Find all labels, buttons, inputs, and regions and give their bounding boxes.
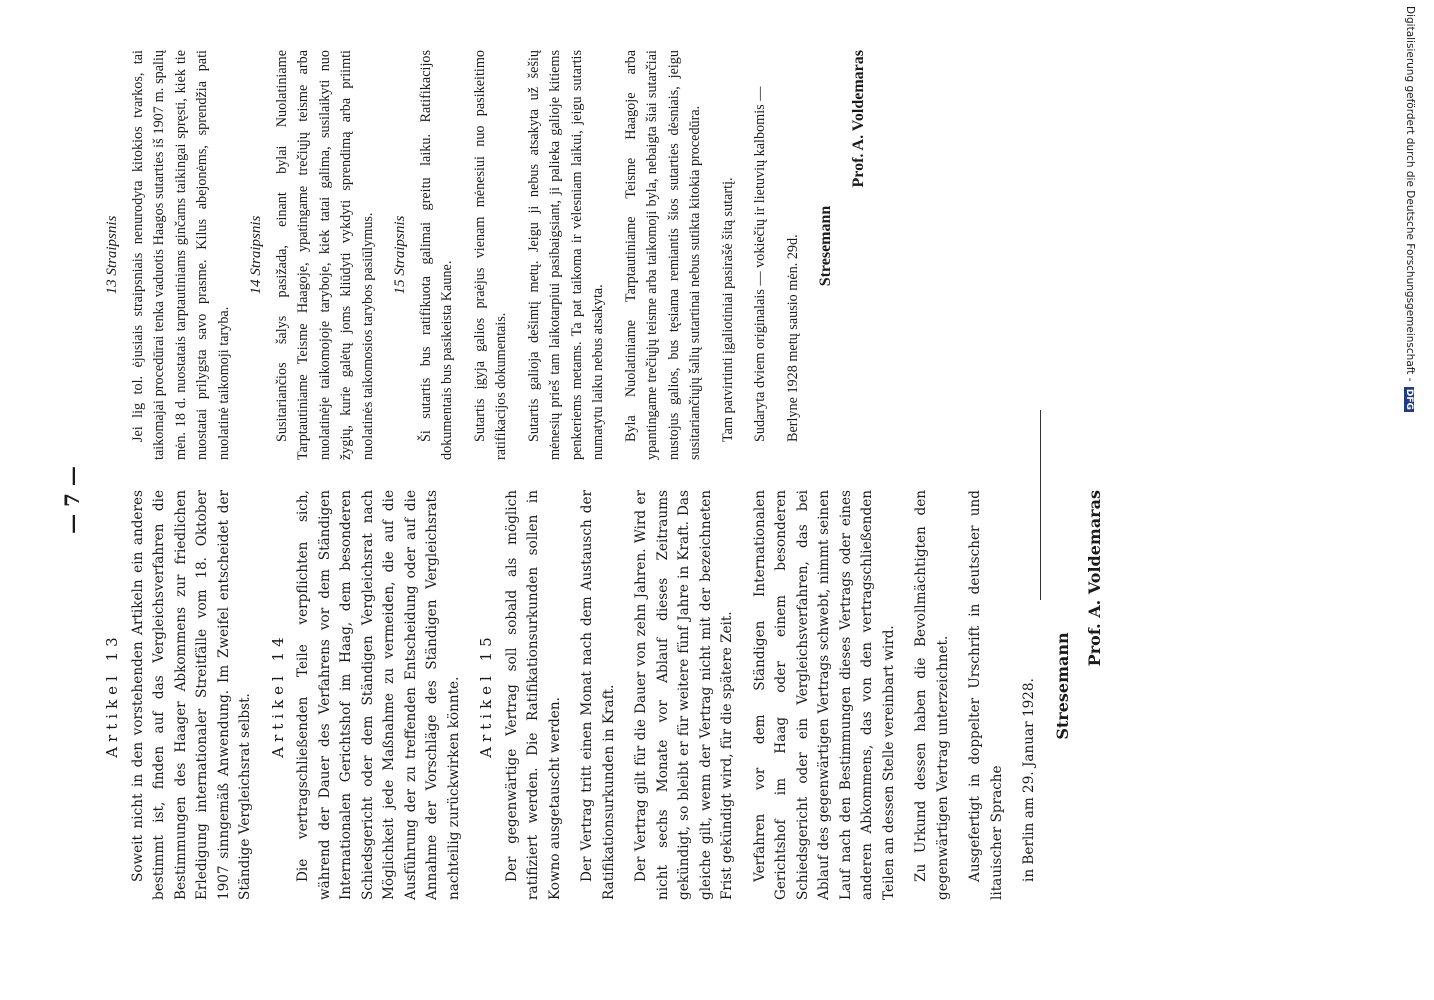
article-14-text-de: Die vertragschließenden Teile verpflichten sich, während der Dauer des Verfahrens vor dem Ständigen Internationalen Gerichtshof im Haag, dem besonderen Schiedsgericht oder dem Ständigen Vergleichsrat nach Möglichkeit jede Maßnahme zu vermeiden, die auf die Ausführung der zu treffenden Entscheidung oder auf die Annahme der Vorschläge des Ständigen Vergleichsrats nachteilig zurückwirken könnte. [295, 490, 462, 900]
article-15-para2-lt: Sutartis įgyja galios praėjus vienam mėnesiui nuo pasikeitimo ratifikacijos dokumentais. [471, 50, 509, 460]
place-date-de: in Berlin am 29. Januar 1928. [1021, 678, 1037, 882]
digitization-notice [1402, 6, 1416, 996]
article-15-para1-de: Der gegenwärtige Vertrag soll sobald als möglich ratifiziert werden. Die Ratifikationsurkunden sollen in Kowno ausgetauscht werden. [503, 490, 563, 900]
article-15-para3-lt: Sutartis galioja dešimtį metų. Jeigu ji nebus atsakyta už šešių mėnesių prieš tam laikotarpiui pasibaigsiant, ji palieka galioje kitiems penkeriems metams. Ta pat taikoma ir vėlesniam laikui, jeigu sutartis numatytu laiku nebus atsakyta. [525, 50, 606, 460]
place-date-lt: Berlyne 1928 metų sausio mėn. 29d. [784, 234, 801, 442]
article-13-heading-lt: 13 Straipsnis [104, 215, 120, 295]
signature-voldemaras-de: Prof. A. Voldemaras [1085, 490, 1104, 667]
article-15-para2-de: Der Vertrag tritt einen Monat nach dem Austausch der Ratifikationsurkunden in Kraft. [579, 490, 617, 900]
article-15-para3-de: Der Vertrag gilt für die Dauer von zehn Jahren. Wird er nicht sechs Monate vor Ablauf dieses Zeitraums gekündigt, so bleibt er für weitere fünf Jahre in Kraft. Das gleiche gilt, wenn der Vertrag nicht mit der bezeichneten Frist gekündigt wird, für die spätere Zeit. [633, 490, 735, 900]
page-number: — 7 — [60, 466, 84, 534]
digitization-notice-text: Digitalisierung gefördert durch die Deutsche Forschungsgemeinschaft - [1404, 6, 1416, 382]
witness-clause-lt: Tam patvirtinti įgaliotiniai pasirašė šitą sutartį. [719, 177, 736, 442]
article-13-text-lt: Jei lig tol. ėjusiais straipsniais nenurodyta kitokios tvarkos, tai taikomajai procedūrai tenka vaduotis Haagos sutarties iš 1907 m. spalių mėn. 18 d. nuostatais tarptautiniams ginčams taikingai spręsti, kiek tie nuostatai prilygsta savo prasme. Kilus abejonėms, sprendžia pati nuolatinė taikomoji taryba. [129, 50, 232, 460]
copies-clause-de: Ausgefertigt in doppelter Urschrift in deutscher und litauischer Sprache [967, 490, 1005, 900]
column-divider [1040, 410, 1041, 600]
dfg-logo: DFG [1404, 388, 1414, 410]
article-13-heading-de: Artikel 13 [103, 632, 121, 758]
article-15-para4-de: Verfahren vor dem Ständigen Internationalen Gerichtshof im Haag oder einem besonderen Schiedsgericht oder ein Vergleichsverfahren, das bei Ablauf des gegenwärtigen Vertrags schwebt, nimmt seinen Lauf nach den Bestimmungen dieses Vertrags oder eines anderen Abkommens, das von den vertragschließenden Teilen an dessen Stelle vereinbart wird. [751, 490, 897, 900]
witness-clause-de: Zu Urkund dessen haben die Bevollmächtigten den gegenwärtigen Vertrag unterzeichnet. [913, 490, 951, 900]
article-15-heading-lt: 15 Straipsnis [392, 215, 408, 295]
lithuanian-column [100, 50, 880, 460]
article-15-para4-lt: Byla Nuolatiniame Tarptautiniame Teisme Haagoje arba ypantingame trečiųjų teisme arba taikomoji byla, nebaigta šiai sutarčiai nustojus galios, bus tęsiama remiantis šios sutarties dėsniais, jeigu susitariančiųjų šalių sutartinai nebus sutikta kitokia procedūra. [622, 50, 703, 460]
article-14-heading-de: Artikel 14 [268, 632, 287, 758]
article-14-heading-lt: 14 Straipsnis [248, 215, 264, 295]
article-13-text-de: Soweit nicht in den vorstehenden Artikeln ein anderes bestimmt ist, finden auf das Vergleichsverfahren die Bestimmungen des Haager Abkommens zur friedlichen Erledigung internationaler Streitfälle vom 18. Oktober 1907 sinngemäß Anwendung. Im Zweifel entscheidet der Ständige Vergleichsrat selbst. [129, 490, 253, 900]
german-column [100, 490, 1117, 900]
copies-clause-lt: Sudaryta dviem originalais — vokiečių ir lietuvių kalbomis — [752, 86, 768, 442]
article-15-para1-lt: Ši sutartis bus ratifikuota galimai greitu laiku. Ratifikacijos dokumentais bus pasikeista Kaune. [417, 50, 455, 460]
signature-stresemann-lt: Stresemann [817, 205, 834, 287]
signature-voldemaras-lt: Prof. A. Voldemaras [849, 50, 867, 188]
signature-stresemann-de: Stresemann [1052, 632, 1072, 740]
article-15-heading-de: Artikel 15 [477, 632, 495, 758]
article-14-text-lt: Susitariančios šalys pasižada, einant bylai Nuolatiniame Tarptautiniame Teisme Haagoje, ypatingame trečiųjų teisme arba nuolatinėje taikomojoje taryboje, kiek tatai galima, susilaikyti nuo žygių, kurie galėtų joms kliūdyti vykdyti sprendimą arba priimti nuolatinės taikomosios tarybos pasiūlymus. [273, 50, 376, 460]
